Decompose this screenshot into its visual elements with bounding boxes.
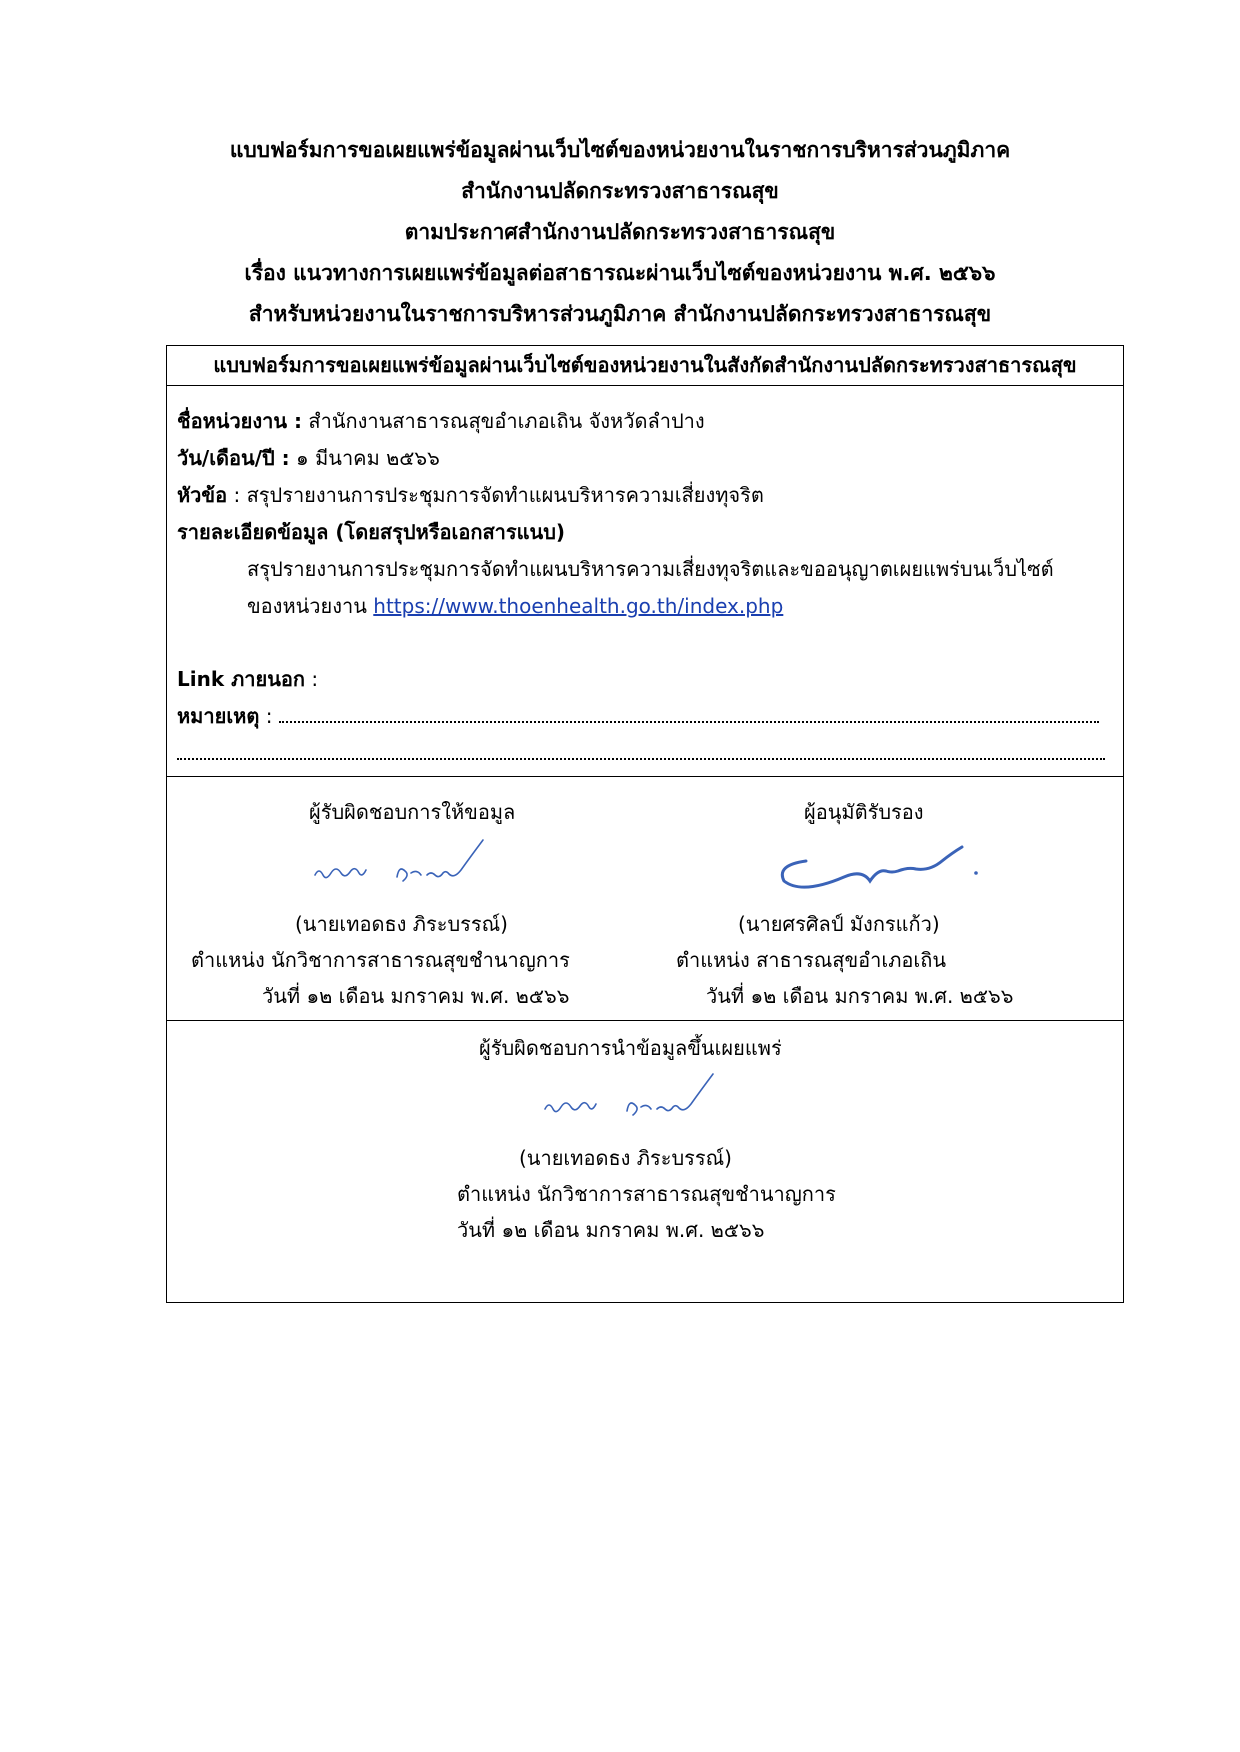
topic-row	[177, 478, 764, 512]
request-form	[166, 345, 1124, 1303]
agency-label: ชื่อหน่วยงาน :	[177, 409, 303, 433]
topic-value: : สรุปรายงานการประชุมการจัดทำแผนบริหารความเสี่ยงทุจริต	[233, 483, 764, 507]
right-role: ผู้อนุมัติรับรอง	[804, 800, 924, 824]
left-signature-image	[307, 835, 517, 895]
right-signature-block	[646, 777, 1125, 1020]
remark-dotted-line-2	[177, 736, 1105, 760]
header-title-line-3: ตามประกาศสำนักงานปลัดกระทรวงสาธารณสุข	[404, 220, 836, 244]
header-title-line-2: สำนักงานปลัดกระทรวงสาธารณสุข	[461, 179, 779, 203]
remark-row	[177, 699, 1099, 733]
remark-dotted-line-1	[279, 699, 1099, 723]
external-link-row	[177, 662, 318, 696]
header-title-line-1: แบบฟอร์มการขอเผยแพร่ข้อมูลผ่านเว็บไซต์ของหน่วยงานในราชการบริหารส่วนภูมิภาค	[229, 138, 1011, 162]
signature-section	[167, 776, 1123, 1021]
remark-colon: :	[265, 704, 273, 728]
website-link[interactable]: https://www.thoenhealth.go.th/index.php	[373, 594, 784, 618]
right-date: วันที่ ๑๒ เดือน มกราคม พ.ศ. ๒๕๖๖	[706, 984, 1014, 1008]
header-title-line-4: เรื่อง แนวทางการเผยแพร่ข้อมูลต่อสาธารณะผ่านเว็บไซต์ของหน่วยงาน พ.ศ. ๒๕๖๖	[244, 261, 996, 285]
agency-row	[177, 404, 705, 438]
remark-label: หมายเหตุ	[177, 704, 260, 728]
external-link-colon: :	[311, 667, 319, 691]
publisher-name: (นายเทอดธง ภิระบรรณ์)	[519, 1146, 732, 1170]
left-role: ผู้รับผิดชอบการให้ขอมูล	[309, 800, 516, 824]
publisher-signature-image	[537, 1069, 747, 1129]
topic-label: หัวข้อ	[177, 483, 228, 507]
right-name: (นายศรศิลป์ มังกรแก้ว)	[738, 912, 940, 936]
form-title: แบบฟอร์มการขอเผยแพร่ข้อมูลผ่านเว็บไซต์ของหน่วยงานในสังกัดสำนักงานปลัดกระทรวงสาธารณสุข	[167, 346, 1123, 386]
detail-label-row	[177, 515, 565, 549]
left-position: ตำแหน่ง นักวิชาการสาธารณสุขชำนาญการ	[191, 948, 570, 972]
date-row	[177, 441, 440, 475]
right-position: ตำแหน่ง สาธารณสุขอำเภอเถิน	[676, 948, 947, 972]
external-link-label: Link ภายนอก	[177, 667, 306, 691]
publisher-position: ตำแหน่ง นักวิชาการสาธารณสุขชำนาญการ	[457, 1182, 836, 1206]
agency-value: สำนักงานสาธารณสุขอำเภอเถิน จังหวัดลำปาง	[308, 409, 705, 433]
publisher-section	[167, 1021, 1123, 1301]
left-signature-block	[167, 777, 646, 1020]
left-name: (นายเทอดธง ภิระบรรณ์)	[295, 912, 508, 936]
left-date: วันที่ ๑๒ เดือน มกราคม พ.ศ. ๒๕๖๖	[262, 984, 570, 1008]
date-value: ๑ มีนาคม ๒๕๖๖	[296, 446, 440, 470]
publisher-role: ผู้รับผิดชอบการนำข้อมูลขึ้นเผยแพร่	[479, 1036, 782, 1060]
document-header	[0, 130, 1240, 335]
date-label: วัน/เดือน/ปี :	[177, 446, 290, 470]
remark-continuation-row	[177, 736, 1105, 770]
detail-line-2-prefix: ของหน่วยงาน	[247, 594, 367, 618]
publisher-date: วันที่ ๑๒ เดือน มกราคม พ.ศ. ๒๕๖๖	[457, 1218, 765, 1242]
detail-label: รายละเอียดข้อมูล (โดยสรุปหรือเอกสารแนบ)	[177, 520, 566, 544]
detail-line-2	[247, 589, 783, 623]
right-signature-image	[766, 839, 996, 899]
header-title-line-5: สำหรับหน่วยงานในราชการบริหารส่วนภูมิภาค สำนักงานปลัดกระทรวงสาธารณสุข	[248, 302, 992, 326]
detail-line-1: สรุปรายงานการประชุมการจัดทำแผนบริหารความเสี่ยงทุจริตและขออนุญาตเผยแพร่บนเว็บไซต์	[247, 557, 1054, 581]
